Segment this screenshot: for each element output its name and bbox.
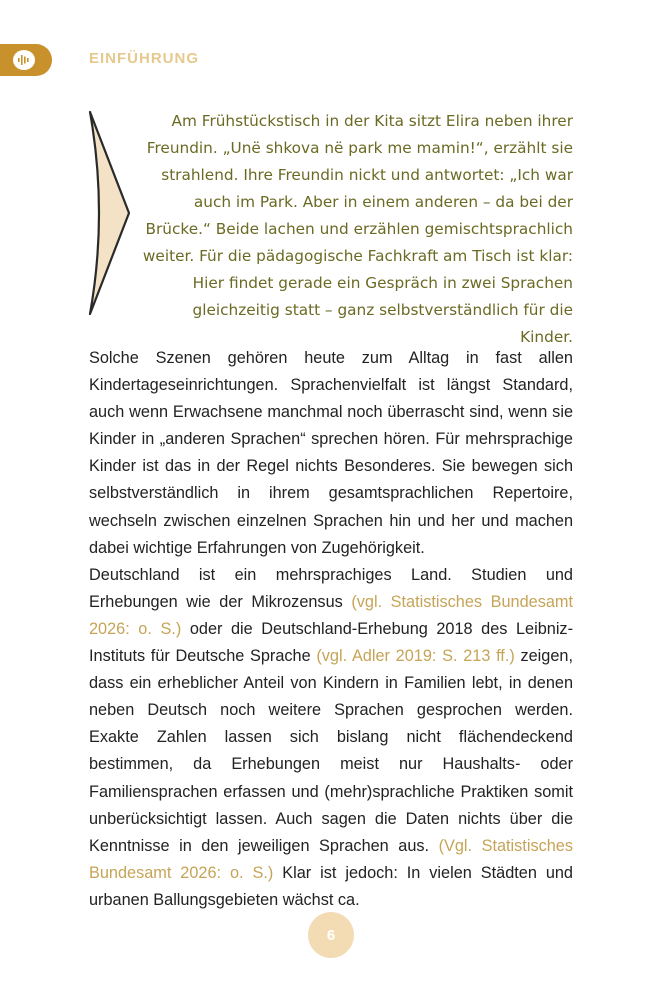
paragraph-2-text-a: Deutschland ist ein mehrsprachiges Land. Studien und Erhebungen wie der Mikrozensus <box>89 565 573 611</box>
chapter-tab <box>0 44 52 76</box>
body-text <box>89 345 573 914</box>
paragraph-2 <box>89 562 573 914</box>
section-label: EINFÜHRUNG <box>89 50 199 67</box>
citation-ref: (vgl. Adler 2019: S. 213 ff.) <box>316 647 515 666</box>
quote-block <box>140 108 573 351</box>
quote-bracket-icon <box>86 108 132 318</box>
paragraph-1: Solche Szenen gehören heute zum Alltag in fast allen Kindertageseinrichtungen. Sprachenvielfalt ist längst Standard, auch wenn Erwachsene manchmal noch überrascht sind, wenn sie Kinder in „anderen Sprachen“ sprechen hören. Für mehrsprachige Kinder ist das in der Regel nichts Besonderes. Sie bewegen sich selbstverständlich in ihrem gesamtsprachlichen Repertoire, wechseln zwischen einzelnen Sprachen hin und her und machen dabei wichtige Erfahrungen von Zugehörigkeit. <box>89 349 573 557</box>
citation-ref: (Vgl. Statistisches Bundesamt 2026: o. S.) <box>89 836 573 882</box>
paragraph-2-text-d: Klar ist jedoch: In vielen Städten und urbanen Ballungsgebieten wächst ca. <box>89 863 573 909</box>
paragraph-2-text-c: zeigen, dass ein erheblicher Anteil von Kindern in Familien lebt, in denen neben Deutsch noch weitere Sprachen gesprochen werden. Exakte Zahlen lassen sich bislang nicht flächendeckend bestimmen, da Erhebungen meist nur Haushalts- oder Familiensprachen erfassen und (mehr)sprachliche Praktiken somit unberücksichtigt lassen. Auch sagen die Daten nichts über die Kenntnisse in den jeweiligen Sprachen aus. <box>89 647 573 855</box>
paragraph-2-text-b: oder die Deutschland-Erhebung 2018 des Leibniz-Instituts für Deutsche Sprache <box>89 619 573 666</box>
quote-text: Am Frühstückstisch in der Kita sitzt Elira neben ihrer Freundin. „Unë shkova në park me mamin!“, erzählt sie strahlend. Ihre Freundin nickt und antwortet: „Ich war auch im Park. Aber in einem anderen – da bei der Brücke.“ Beide lachen und erzählen gemischtsprachlich weiter. Für die pädagogische Fachkraft am Tisch ist klar: Hier findet gerade ein Gespräch in zwei Sprachen gleichzeitig statt – ganz selbstverständlich für die Kinder. <box>142 112 573 346</box>
speech-bubble-icon <box>13 50 35 70</box>
page-number: 6 <box>308 912 354 958</box>
citation-ref: (vgl. Statistisches Bundesamt 2026: o. S.) <box>89 592 573 638</box>
